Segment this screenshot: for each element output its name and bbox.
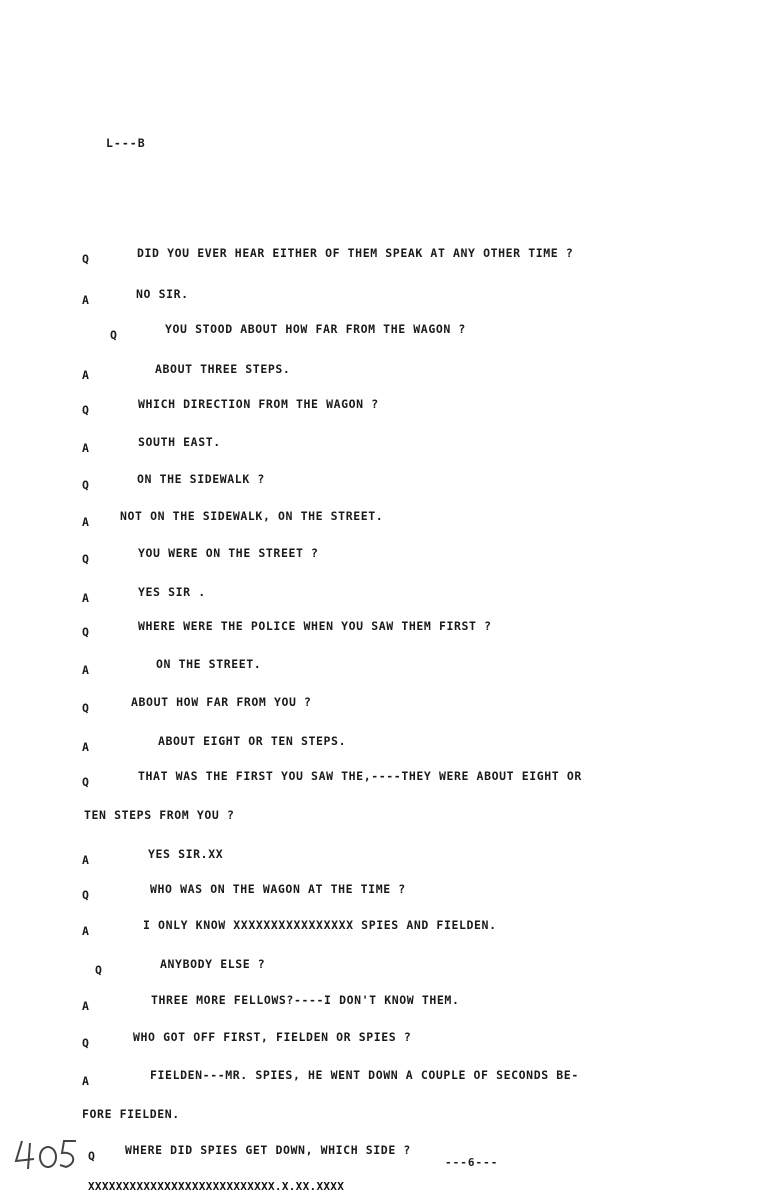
- transcript-line: TEN STEPS FROM YOU ?: [84, 808, 235, 822]
- question-marker: Q: [82, 552, 89, 566]
- transcript-line: ANYBODY ELSE ?: [160, 957, 266, 971]
- transcript-line: NO SIR.: [136, 287, 189, 301]
- question-marker: Q: [88, 1149, 95, 1163]
- transcript-line: THREE MORE FELLOWS?----I DON'T KNOW THEM.: [151, 993, 460, 1007]
- transcript-line: YES SIR .: [138, 585, 206, 599]
- struck-through-line: XXXXXXXXXXXXXXXXXXXXXXXXXXX.X.XX.XXXX: [88, 1180, 345, 1193]
- handwritten-page-mark: [12, 1133, 82, 1173]
- transcript-line: WHERE WERE THE POLICE WHEN YOU SAW THEM FIRST ?: [138, 619, 492, 633]
- answer-marker: A: [82, 924, 89, 938]
- transcript-line: DID YOU EVER HEAR EITHER OF THEM SPEAK AT ANY OTHER TIME ?: [137, 246, 574, 260]
- transcript-line: ON THE STREET.: [156, 657, 262, 671]
- answer-marker: A: [82, 663, 89, 677]
- answer-marker: A: [82, 853, 89, 867]
- page-number: ---6---: [445, 1156, 499, 1169]
- transcript-line: I ONLY KNOW XXXXXXXXXXXXXXXX SPIES AND FIELDEN.: [143, 918, 497, 932]
- transcript-line: FORE FIELDEN.: [82, 1107, 180, 1121]
- answer-marker: A: [82, 293, 89, 307]
- transcript-line: YOU WERE ON THE STREET ?: [138, 546, 319, 560]
- transcript-line: FIELDEN---MR. SPIES, HE WENT DOWN A COUPLE OF SECONDS BE-: [150, 1068, 579, 1082]
- question-marker: Q: [82, 701, 89, 715]
- transcript-line: YES SIR.XX: [148, 847, 224, 861]
- question-marker: Q: [82, 775, 89, 789]
- question-marker: Q: [82, 403, 89, 417]
- transcript-line: ABOUT HOW FAR FROM YOU ?: [131, 695, 312, 709]
- question-marker: Q: [110, 328, 117, 342]
- answer-marker: A: [82, 441, 89, 455]
- transcript-line: WHO WAS ON THE WAGON AT THE TIME ?: [150, 882, 406, 896]
- transcript-line: SOUTH EAST.: [138, 435, 221, 449]
- transcript-line: ON THE SIDEWALK ?: [137, 472, 265, 486]
- transcript-line: WHO GOT OFF FIRST, FIELDEN OR SPIES ?: [133, 1030, 412, 1044]
- transcript-line: ABOUT THREE STEPS.: [155, 362, 291, 376]
- answer-marker: A: [82, 368, 89, 382]
- transcript-line: WHICH DIRECTION FROM THE WAGON ?: [138, 397, 379, 411]
- question-marker: Q: [82, 625, 89, 639]
- transcript-line: YOU STOOD ABOUT HOW FAR FROM THE WAGON ?: [165, 322, 466, 336]
- question-marker: Q: [95, 963, 102, 977]
- document-code: L---B: [106, 136, 146, 150]
- answer-marker: A: [82, 515, 89, 529]
- transcript-line: THAT WAS THE FIRST YOU SAW THE,----THEY WERE ABOUT EIGHT OR: [138, 769, 582, 783]
- transcript-line: WHERE DID SPIES GET DOWN, WHICH SIDE ?: [125, 1143, 411, 1157]
- answer-marker: A: [82, 999, 89, 1013]
- answer-marker: A: [82, 591, 89, 605]
- transcript-line: ABOUT EIGHT OR TEN STEPS.: [158, 734, 347, 748]
- question-marker: Q: [82, 252, 89, 266]
- question-marker: Q: [82, 478, 89, 492]
- answer-marker: A: [82, 740, 89, 754]
- transcript-line: NOT ON THE SIDEWALK, ON THE STREET.: [120, 509, 384, 523]
- answer-marker: A: [82, 1074, 89, 1088]
- question-marker: Q: [82, 888, 89, 902]
- question-marker: Q: [82, 1036, 89, 1050]
